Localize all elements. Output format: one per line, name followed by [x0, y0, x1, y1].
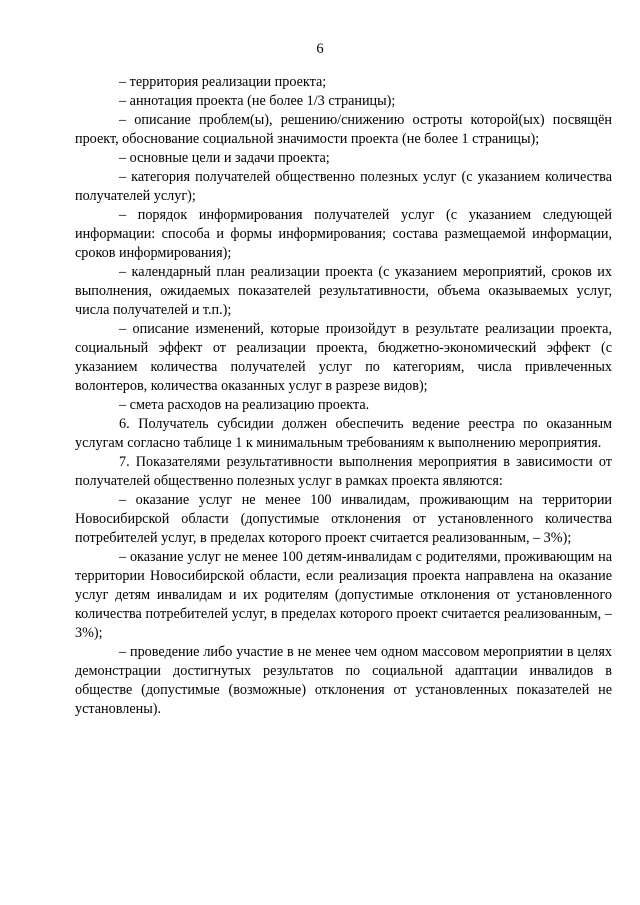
list-item-services-disabled: – оказание услуг не менее 100 инвалидам, проживающим на территории Новосибирской области (допустимые отклонения от установленного количества потребителей услуг, в пределах которого проект считается реализованным, – 3%); — [75, 492, 612, 546]
page-number: 6 — [316, 41, 324, 57]
list-item-project-territory: – территория реализации проекта; — [119, 74, 327, 90]
list-item-services-disabled-children: – оказание услуг не менее 100 детям-инвалидам с родителями, проживающим на территории Новосибирской области, если реализация проекта направлена на оказание услуг детям инвалидам и их родителям (допустимые отклонения от установленного количества потребителей услуг, в пределах которого проект считается реализованным, – 3%); — [75, 549, 612, 641]
list-item-calendar-plan: – календарный план реализации проекта (с указанием мероприятий, сроков их выполнения, ожидаемых показателей результативности, объема оказываемых услуг, числа получателей и т.п.); — [75, 264, 612, 318]
list-item-recipient-category: – категория получателей общественно полезных услуг (с указанием количества получателей услуг); — [75, 169, 612, 204]
list-item-mass-event: – проведение либо участие в не менее чем одном массовом мероприятии в целях демонстрации достигнутых результатов по социальной адаптации инвалидов в обществе (допустимые (возможные) отклонения от установленных показателей не установлены). — [75, 644, 612, 717]
list-item-informing-procedure: – порядок информирования получателей услуг (с указанием следующей информации: способа и формы информирования; состава размещаемой информации, сроков информирования); — [75, 207, 612, 261]
list-item-cost-estimate: – смета расходов на реализацию проекта. — [119, 397, 370, 413]
list-item-problem-description: – описание проблем(ы), решению/снижению остроты которой(ых) посвящён проект, обоснование социальной значимости проекта (не более 1 страницы); — [75, 112, 612, 147]
list-item-goals-tasks: – основные цели и задачи проекта; — [119, 150, 330, 166]
clause-6-registry: 6. Получатель субсидии должен обеспечить ведение реестра по оказанным услугам согласно таблице 1 к минимальным требованиям к выполнению мероприятия. — [75, 416, 612, 451]
list-item-changes-description: – описание изменений, которые произойдут в результате реализации проекта, социальный эффект от реализации проекта, бюджетно-экономический эффект (с указанием количества получателей услуг по категориям, числа привлеченных волонтеров, количества оказанных услуг в разрезе видов); — [75, 321, 612, 394]
document-body — [75, 73, 612, 719]
list-item-project-annotation: – аннотация проекта (не более 1/3 страницы); — [119, 93, 396, 109]
clause-7-indicators: 7. Показателями результативности выполнения мероприятия в зависимости от получателей общественно полезных услуг в рамках проекта являются: — [75, 454, 612, 489]
